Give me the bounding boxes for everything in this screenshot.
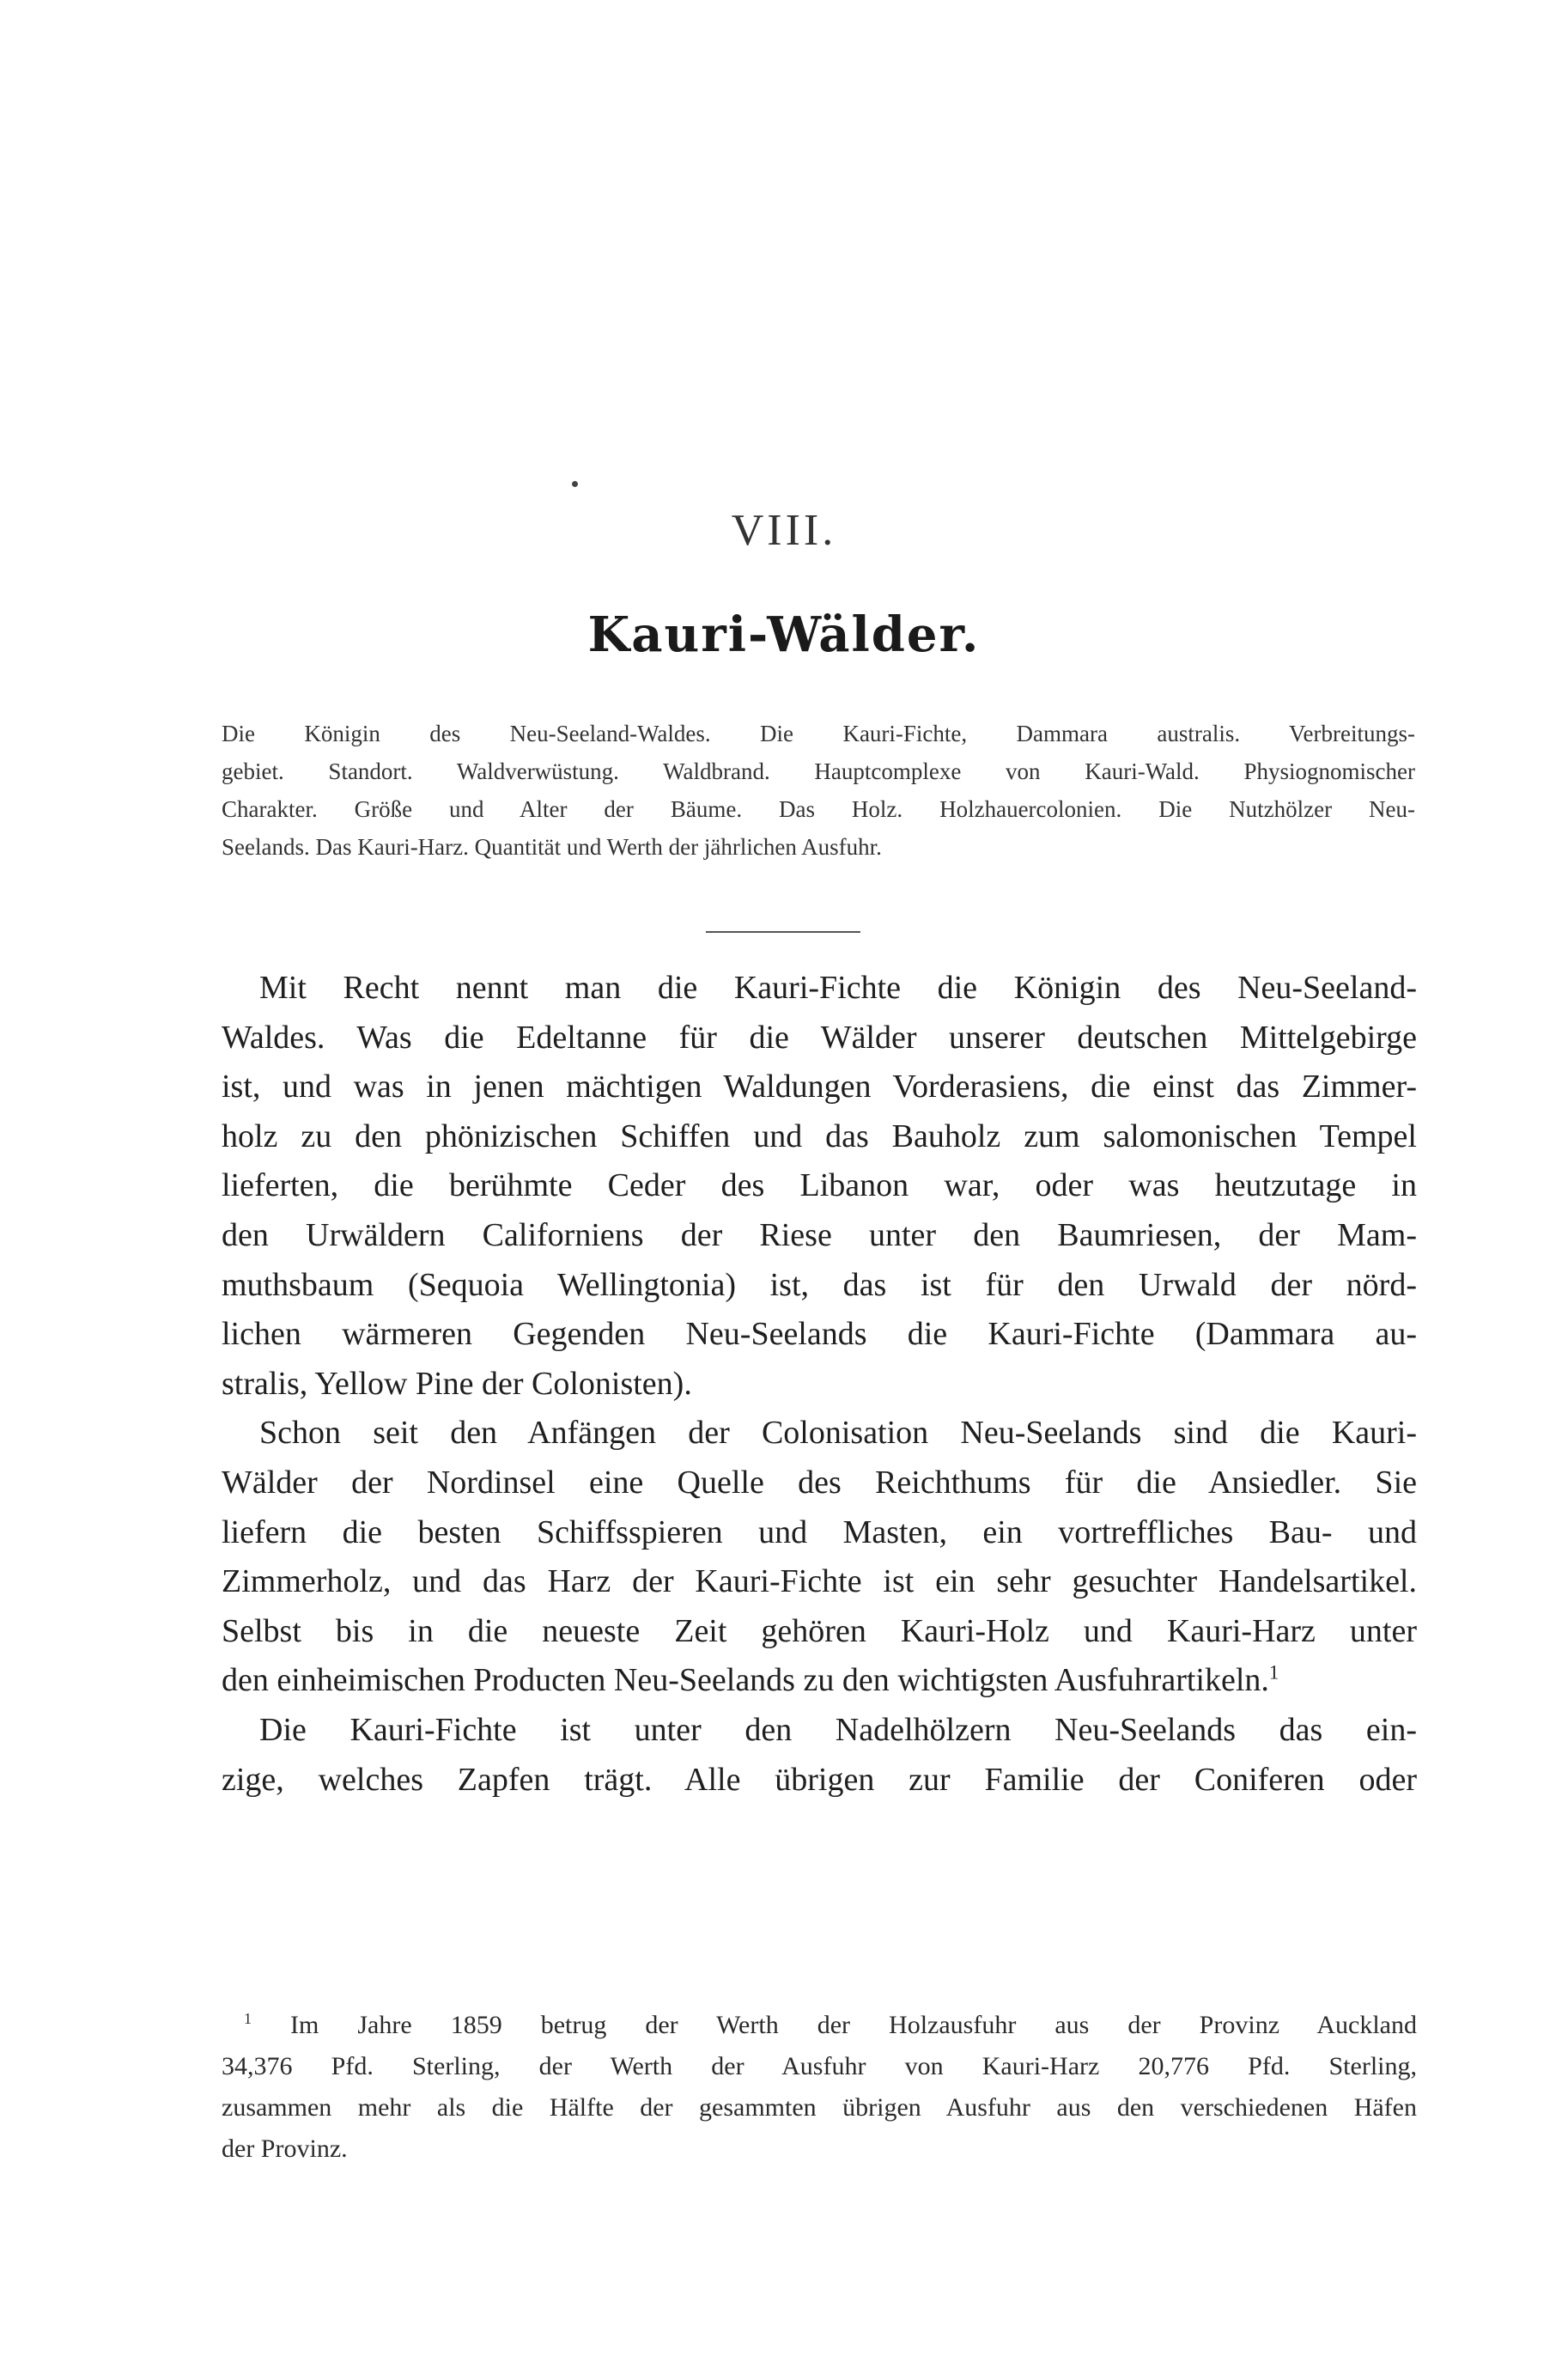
footnote-reference: 1 bbox=[1268, 1661, 1279, 1684]
footnote-line bbox=[222, 2005, 1417, 2046]
paragraph-line: muthsbaum (Sequoia Wellingtonia) ist, das ist für den Urwald der nörd- bbox=[222, 1266, 1417, 1303]
footnote-line: 34,376 Pfd. Sterling, der Werth der Ausfuhr von Kauri-Harz 20,776 Pfd. Sterling, bbox=[222, 2052, 1417, 2080]
footnotes bbox=[222, 2005, 1417, 2170]
paragraph-line: Mit Recht nennt man die Kauri-Fichte die Königin des Neu-Seeland- bbox=[259, 970, 1417, 1006]
paragraph-line-text: den einheimischen Producten Neu-Seelands zu den wichtigsten Ausfuhrartikeln. bbox=[222, 1662, 1269, 1699]
paragraph-line: Zimmerholz, und das Harz der Kauri-Fichte ist ein sehr gesuchter Handelsartikel. bbox=[222, 1563, 1417, 1600]
ink-dot bbox=[572, 481, 578, 487]
paragraph-line: lieferten, die berühmte Ceder des Libanon war, oder was heutzutage in bbox=[222, 1167, 1417, 1204]
chapter-title: Kauri-Wälder. bbox=[587, 606, 981, 663]
paragraph-line: den Urwäldern Californiens der Riese unter den Baumriesen, der Mam- bbox=[222, 1216, 1417, 1253]
footnote-marker: 1 bbox=[244, 2010, 252, 2027]
chapter-number: VIII. bbox=[731, 506, 837, 555]
body-text bbox=[222, 964, 1417, 1805]
paragraph-line: Selbst bis in die neueste Zeit gehören Kauri-Holz und Kauri-Harz unter bbox=[222, 1612, 1417, 1649]
summary-line: Seelands. Das Kauri-Harz. Quantität und Werth der jährlichen Ausfuhr. bbox=[222, 834, 882, 860]
footnote-line: der Provinz. bbox=[222, 2135, 348, 2163]
paragraph-line: Wälder der Nordinsel eine Quelle des Reichthums für die Ansiedler. Sie bbox=[222, 1464, 1417, 1501]
summary-line: gebiet. Standort. Waldverwüstung. Waldbrand. Hauptcomplexe von Kauri-Wald. Physiognomischer bbox=[222, 758, 1415, 784]
paragraph-line: zige, welches Zapfen trägt. Alle übrigen zur Familie der Coniferen oder bbox=[222, 1761, 1417, 1798]
footnote-line: zusammen mehr als die Hälfte der gesammten übrigen Ausfuhr aus den verschiedenen Häfen bbox=[222, 2093, 1417, 2122]
paragraph-line: Waldes. Was die Edeltanne für die Wälder unserer deutschen Mittelgebirge bbox=[222, 1019, 1417, 1056]
paragraph-line: lichen wärmeren Gegenden Neu-Seelands die Kauri-Fichte (Dammara au- bbox=[222, 1316, 1417, 1353]
summary-line: Die Königin des Neu-Seeland-Waldes. Die Kauri-Fichte, Dammara australis. Verbreitungs- bbox=[222, 721, 1415, 746]
paragraph-line bbox=[222, 1656, 1417, 1706]
paragraph-line: ist, und was in jenen mächtigen Waldungen Vorderasiens, die einst das Zimmer- bbox=[222, 1069, 1417, 1105]
paragraph-line: stralis, Yellow Pine der Colonisten). bbox=[222, 1365, 692, 1402]
chapter-summary bbox=[222, 715, 1415, 866]
footnote-text: Im Jahre 1859 betrug der Werth der Holzausfuhr aus der Provinz Auckland bbox=[290, 2011, 1417, 2039]
paragraph-line: holz zu den phönizischen Schiffen und das Bauholz zum salomonischen Tempel bbox=[222, 1118, 1417, 1154]
paragraph-line: liefern die besten Schiffsspieren und Masten, ein vortreffliches Bau- und bbox=[222, 1513, 1417, 1550]
summary-line: Charakter. Größe und Alter der Bäume. Das Holz. Holzhauercolonien. Die Nutzhölzer Neu- bbox=[222, 796, 1415, 822]
section-divider bbox=[706, 931, 860, 933]
paragraph-line: Die Kauri-Fichte ist unter den Nadelhölzern Neu-Seelands das ein- bbox=[259, 1711, 1417, 1748]
paragraph-line: Schon seit den Anfängen der Colonisation Neu-Seelands sind die Kauri- bbox=[259, 1415, 1417, 1452]
